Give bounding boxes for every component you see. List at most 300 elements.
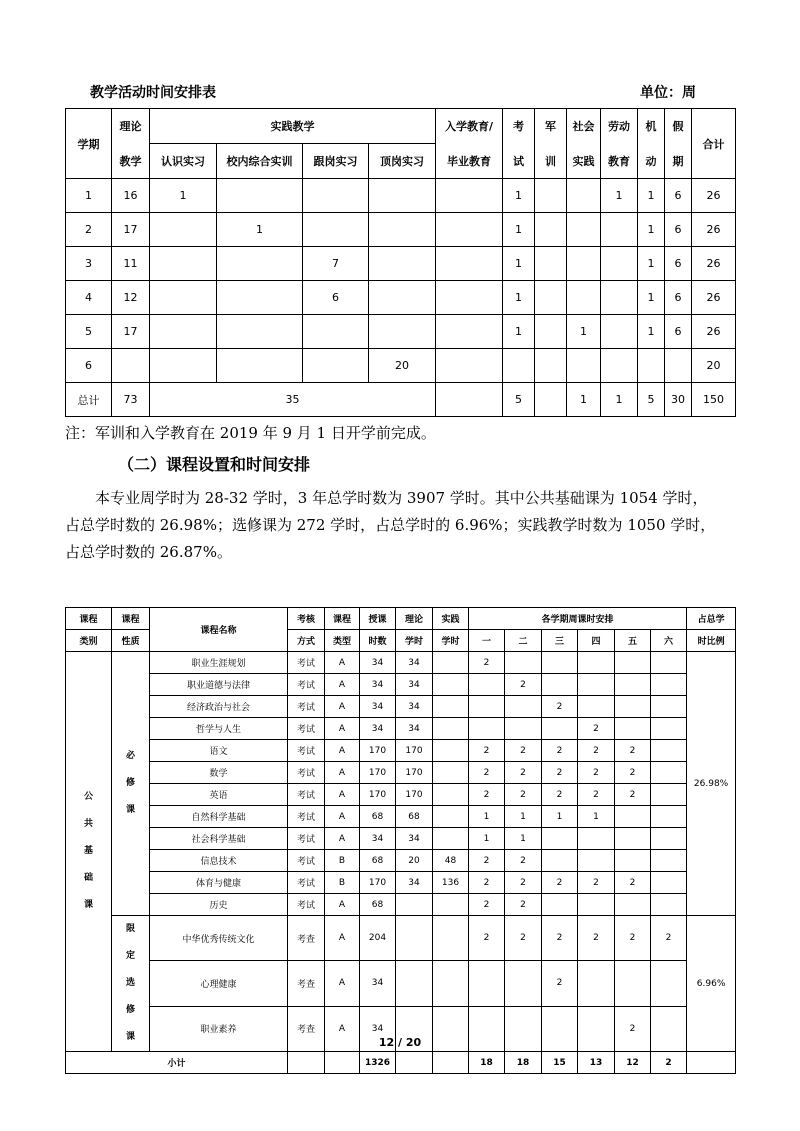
course-cell — [433, 894, 469, 916]
course-cell: 2 — [505, 916, 542, 961]
h-category-top: 课程 — [66, 608, 112, 630]
course-cell — [469, 696, 505, 718]
course-cell: 考试 — [288, 740, 325, 762]
schedule-cell: 3 — [66, 247, 112, 281]
schedule-cell — [303, 179, 369, 213]
course-cell — [578, 850, 615, 872]
subtotal-sem-2: 18 — [505, 1052, 542, 1074]
h-weekly: 各学期周课时安排 — [469, 608, 687, 630]
h-assess-top: 考核 — [288, 608, 325, 630]
schedule-cell: 16 — [112, 179, 150, 213]
course-cell: 2 — [578, 740, 615, 762]
schedule-cell: 26 — [692, 179, 736, 213]
paragraph-line-3: 占总学时数的 26.87%。 — [65, 543, 232, 561]
course-cell: 68 — [360, 806, 396, 828]
course-cell: 170 — [360, 740, 396, 762]
course-cell: 34 — [360, 674, 396, 696]
header-theory-top: 理论 — [112, 109, 150, 144]
course-cell: 2 — [578, 916, 615, 961]
course-row — [66, 894, 736, 916]
course-cell: 2 — [542, 762, 578, 784]
h-hours-top: 授课 — [360, 608, 396, 630]
course-name: 英语 — [150, 784, 288, 806]
total-social: 1 — [567, 383, 601, 417]
header-practice: 实践教学 — [150, 109, 436, 144]
schedule-cell: 26 — [692, 281, 736, 315]
schedule-cell — [303, 213, 369, 247]
course-name: 自然科学基础 — [150, 806, 288, 828]
course-cell — [542, 674, 578, 696]
course-cell: B — [325, 850, 360, 872]
course-cell — [433, 806, 469, 828]
course-cell: 136 — [433, 872, 469, 894]
course-cell: 1 — [542, 806, 578, 828]
vertical-char: 课 — [125, 805, 135, 815]
total-military — [535, 383, 567, 417]
course-cell — [433, 652, 469, 674]
course-cell: 考查 — [288, 916, 325, 961]
course-cell — [651, 806, 687, 828]
page-number: 12 / 20 — [378, 1036, 422, 1049]
course-cell — [542, 850, 578, 872]
course-cell — [651, 674, 687, 696]
course-row — [66, 961, 736, 1006]
schedule-cell: 1 — [503, 281, 535, 315]
schedule-row — [66, 179, 736, 213]
course-row — [66, 828, 736, 850]
course-name: 信息技术 — [150, 850, 288, 872]
header-entry-bottom: 毕业教育 — [436, 144, 503, 179]
course-cell — [433, 674, 469, 696]
course-cell — [651, 894, 687, 916]
course-cell: 2 — [505, 740, 542, 762]
course-cell: A — [325, 740, 360, 762]
course-cell: 170 — [360, 872, 396, 894]
subtotal-hours: 1326 — [360, 1052, 396, 1074]
course-cell — [615, 828, 651, 850]
course-cell: A — [325, 1006, 360, 1051]
category-cell — [66, 652, 112, 1052]
course-cell: 2 — [469, 762, 505, 784]
h-hours-bottom: 时数 — [360, 630, 396, 652]
schedule-cell: 17 — [112, 213, 150, 247]
schedule-cell: 6 — [665, 247, 692, 281]
course-cell — [433, 696, 469, 718]
vertical-char: 课 — [83, 900, 93, 910]
subtotal-sem-3: 15 — [542, 1052, 578, 1074]
subtotal-empty-3 — [396, 1052, 433, 1074]
schedule-cell — [303, 349, 369, 383]
course-cell: 2 — [542, 916, 578, 961]
course-cell — [542, 828, 578, 850]
required-nature-cell — [112, 652, 150, 916]
course-cell: 2 — [469, 872, 505, 894]
schedule-cell — [150, 315, 217, 349]
course-cell: 170 — [360, 762, 396, 784]
schedule-cell: 1 — [567, 315, 601, 349]
total-holiday: 30 — [665, 383, 692, 417]
course-cell: 2 — [615, 1006, 651, 1051]
schedule-cell — [601, 281, 638, 315]
schedule-cell: 26 — [692, 213, 736, 247]
schedule-cell — [112, 349, 150, 383]
course-cell — [469, 674, 505, 696]
schedule-cell — [535, 179, 567, 213]
course-cell: 2 — [505, 784, 542, 806]
schedule-cell — [150, 247, 217, 281]
course-cell: A — [325, 762, 360, 784]
course-name: 职业素养 — [150, 1006, 288, 1051]
schedule-cell — [601, 315, 638, 349]
course-cell — [651, 762, 687, 784]
h-theory-bottom: 学时 — [396, 630, 433, 652]
schedule-cell: 6 — [66, 349, 112, 383]
course-row — [66, 740, 736, 762]
course-cell — [396, 961, 433, 1006]
course-cell: 68 — [360, 894, 396, 916]
course-cell — [615, 718, 651, 740]
schedule-cell — [567, 247, 601, 281]
schedule-cell: 26 — [692, 315, 736, 349]
course-row — [66, 850, 736, 872]
schedule-row — [66, 349, 736, 383]
course-cell: 1 — [505, 828, 542, 850]
subtotal-empty-2 — [325, 1052, 360, 1074]
schedule-cell: 6 — [303, 281, 369, 315]
course-cell: A — [325, 674, 360, 696]
course-cell — [505, 696, 542, 718]
h-sem-6: 六 — [651, 630, 687, 652]
header-row-2 — [66, 144, 736, 179]
vertical-char: 修 — [125, 1005, 135, 1015]
schedule-cell — [217, 179, 303, 213]
total-flex: 5 — [638, 383, 665, 417]
schedule-cell — [436, 281, 503, 315]
h-type-bottom: 类型 — [325, 630, 360, 652]
schedule-cell — [535, 349, 567, 383]
schedule-body — [66, 179, 736, 383]
schedule-cell — [601, 213, 638, 247]
total-labor: 1 — [601, 383, 638, 417]
header-semester: 学期 — [66, 109, 112, 179]
schedule-cell — [436, 213, 503, 247]
schedule-cell: 7 — [303, 247, 369, 281]
schedule-cell: 1 — [66, 179, 112, 213]
paragraph-line-1: 本专业周学时为 28-32 学时，3 年总学时数为 3907 学时。其中公共基础课为 1054 学时， — [95, 489, 708, 507]
schedule-cell: 11 — [112, 247, 150, 281]
h-sem-2: 二 — [505, 630, 542, 652]
course-cell — [651, 872, 687, 894]
h-course-name: 课程名称 — [150, 608, 288, 652]
schedule-cell — [638, 349, 665, 383]
course-cell: 考试 — [288, 828, 325, 850]
schedule-cell: 6 — [665, 213, 692, 247]
header-military-top: 军 — [535, 109, 567, 144]
schedule-cell — [436, 247, 503, 281]
vertical-char: 修 — [125, 778, 135, 788]
schedule-cell — [150, 281, 217, 315]
course-cell — [433, 762, 469, 784]
course-cell: 34 — [396, 652, 433, 674]
vertical-char: 定 — [125, 951, 135, 961]
h-sem-5: 五 — [615, 630, 651, 652]
header-flex-top: 机 — [638, 109, 665, 144]
course-cell: 68 — [360, 850, 396, 872]
schedule-cell: 4 — [66, 281, 112, 315]
h-sem-3: 三 — [542, 630, 578, 652]
course-cell: A — [325, 784, 360, 806]
course-cell — [578, 652, 615, 674]
teaching-schedule-table — [65, 108, 736, 417]
schedule-cell — [436, 349, 503, 383]
header-labor-top: 劳动 — [601, 109, 638, 144]
course-cell: 1 — [505, 806, 542, 828]
schedule-cell — [535, 281, 567, 315]
header-practice-sub-3: 跟岗实习 — [303, 144, 369, 179]
course-cell: 2 — [615, 740, 651, 762]
course-cell: 170 — [396, 784, 433, 806]
course-cell: 2 — [469, 740, 505, 762]
header-practice-sub-4: 顶岗实习 — [369, 144, 436, 179]
course-cell — [542, 652, 578, 674]
schedule-cell — [567, 179, 601, 213]
schedule-cell: 26 — [692, 247, 736, 281]
course-cell: 2 — [469, 894, 505, 916]
schedule-cell — [436, 315, 503, 349]
header-theory-bottom: 教学 — [112, 144, 150, 179]
course-row — [66, 674, 736, 696]
course-cell: 考试 — [288, 894, 325, 916]
h-nature-top: 课程 — [112, 608, 150, 630]
course-name: 中华优秀传统文化 — [150, 916, 288, 961]
course-cell: 考查 — [288, 1006, 325, 1051]
course-cell: 考试 — [288, 762, 325, 784]
course-cell: 2 — [505, 674, 542, 696]
schedule-row — [66, 213, 736, 247]
course-row — [66, 806, 736, 828]
course-cell — [433, 718, 469, 740]
course-cell — [615, 696, 651, 718]
paragraph-line-2: 占总学时数的 26.98%；选修课为 272 学时，占总学时的 6.96%；实践教学时数为 1050 学时， — [65, 516, 716, 534]
course-cell: 170 — [396, 762, 433, 784]
header-holiday-top: 假 — [665, 109, 692, 144]
course-cell: 2 — [615, 762, 651, 784]
schedule-row — [66, 247, 736, 281]
schedule-cell: 20 — [369, 349, 436, 383]
header-practice-sub-1: 认识实习 — [150, 144, 217, 179]
schedule-cell: 1 — [638, 247, 665, 281]
course-cell — [542, 718, 578, 740]
course-cell: 考查 — [288, 961, 325, 1006]
schedule-cell — [535, 315, 567, 349]
course-row — [66, 652, 736, 674]
course-cell — [651, 828, 687, 850]
course-cell: 2 — [469, 652, 505, 674]
course-cell: 34 — [396, 828, 433, 850]
header-labor-bottom: 教育 — [601, 144, 638, 179]
course-cell — [469, 718, 505, 740]
schedule-cell — [503, 349, 535, 383]
schedule-cell — [217, 281, 303, 315]
h-sem-4: 四 — [578, 630, 615, 652]
intro-paragraph — [65, 485, 745, 566]
total-practice: 35 — [150, 383, 436, 417]
h-ratio-top: 占总学 — [687, 608, 736, 630]
schedule-cell — [369, 213, 436, 247]
course-cell: 考试 — [288, 806, 325, 828]
schedule-cell: 1 — [503, 315, 535, 349]
course-cell — [396, 916, 433, 961]
course-row — [66, 696, 736, 718]
course-cell: 1 — [469, 828, 505, 850]
course-cell: A — [325, 894, 360, 916]
course-cell — [615, 652, 651, 674]
schedule-cell — [535, 247, 567, 281]
vertical-char: 础 — [83, 873, 93, 883]
course-cell — [578, 674, 615, 696]
course-cell: 2 — [542, 872, 578, 894]
course-cell: A — [325, 652, 360, 674]
schedule-cell: 5 — [66, 315, 112, 349]
schedule-cell: 1 — [150, 179, 217, 213]
course-cell — [578, 828, 615, 850]
course-cell: 2 — [505, 762, 542, 784]
course-cell: 2 — [505, 850, 542, 872]
subtotal-empty-1 — [288, 1052, 325, 1074]
course-cell — [651, 718, 687, 740]
course-subtotal-row — [66, 1052, 736, 1074]
schedule-cell — [535, 213, 567, 247]
subtotal-sem-1: 18 — [469, 1052, 505, 1074]
course-cell — [433, 828, 469, 850]
course-cell: 2 — [505, 872, 542, 894]
subtotal-empty-4 — [433, 1052, 469, 1074]
header-flex-bottom: 动 — [638, 144, 665, 179]
vertical-char: 选 — [125, 978, 135, 988]
schedule-cell: 1 — [217, 213, 303, 247]
total-theory: 73 — [112, 383, 150, 417]
course-cell: 34 — [360, 1006, 396, 1051]
course-cell: 2 — [615, 784, 651, 806]
course-cell: B — [325, 872, 360, 894]
schedule-cell — [217, 315, 303, 349]
schedule-cell: 1 — [638, 281, 665, 315]
subtotal-label: 小计 — [66, 1052, 288, 1074]
h-practice-top: 实践 — [433, 608, 469, 630]
schedule-cell: 2 — [66, 213, 112, 247]
schedule-cell — [369, 247, 436, 281]
course-cell: 34 — [360, 961, 396, 1006]
course-cell — [433, 916, 469, 961]
course-name: 社会科学基础 — [150, 828, 288, 850]
schedule-row — [66, 315, 736, 349]
unit-label: 单位：周 — [640, 85, 696, 101]
schedule-note: 注：军训和入学教育在 2019 年 9 月 1 日开学前完成。 — [65, 424, 436, 442]
course-cell: 68 — [396, 806, 433, 828]
course-cell — [505, 961, 542, 1006]
course-name: 经济政治与社会 — [150, 696, 288, 718]
schedule-cell: 1 — [601, 179, 638, 213]
schedule-cell — [567, 349, 601, 383]
course-cell — [615, 894, 651, 916]
course-name: 心理健康 — [150, 961, 288, 1006]
total-exam: 5 — [503, 383, 535, 417]
course-name: 体育与健康 — [150, 872, 288, 894]
vertical-char: 限 — [125, 924, 135, 934]
schedule-cell — [217, 247, 303, 281]
schedule-cell — [567, 281, 601, 315]
course-name: 数学 — [150, 762, 288, 784]
schedule-cell — [217, 349, 303, 383]
vertical-char: 课 — [125, 1032, 135, 1042]
course-table — [65, 607, 736, 1074]
course-cell — [651, 850, 687, 872]
course-cell: 48 — [433, 850, 469, 872]
course-cell: 34 — [360, 696, 396, 718]
course-cell: 2 — [542, 961, 578, 1006]
course-row — [66, 872, 736, 894]
elective-ratio: 6.96% — [687, 916, 736, 1052]
course-cell: 34 — [360, 828, 396, 850]
course-cell: 170 — [360, 784, 396, 806]
course-cell: 2 — [578, 784, 615, 806]
course-cell: 34 — [396, 718, 433, 740]
header-row-1 — [66, 109, 736, 144]
course-cell — [651, 961, 687, 1006]
course-name: 职业生涯规划 — [150, 652, 288, 674]
header-exam-top: 考 — [503, 109, 535, 144]
h-type-top: 课程 — [325, 608, 360, 630]
schedule-total-row — [66, 383, 736, 417]
course-cell: 34 — [360, 718, 396, 740]
schedule-cell — [601, 247, 638, 281]
course-cell — [578, 696, 615, 718]
course-cell: 2 — [542, 740, 578, 762]
vertical-char: 公 — [83, 792, 93, 802]
course-row — [66, 762, 736, 784]
course-cell: 34 — [396, 674, 433, 696]
schedule-cell: 20 — [692, 349, 736, 383]
schedule-cell — [601, 349, 638, 383]
course-cell — [651, 784, 687, 806]
course-cell — [578, 894, 615, 916]
schedule-cell — [369, 315, 436, 349]
course-cell: A — [325, 916, 360, 961]
course-cell — [433, 740, 469, 762]
schedule-cell: 1 — [503, 179, 535, 213]
course-cell — [542, 894, 578, 916]
subtotal-sem-6: 2 — [651, 1052, 687, 1074]
elective-nature-cell — [112, 916, 150, 1052]
course-cell: 2 — [615, 872, 651, 894]
course-name: 语文 — [150, 740, 288, 762]
course-cell: 1 — [469, 806, 505, 828]
schedule-cell: 6 — [665, 315, 692, 349]
schedule-cell: 1 — [638, 213, 665, 247]
h-nature-bottom: 性质 — [112, 630, 150, 652]
course-cell: 考试 — [288, 652, 325, 674]
schedule-cell: 1 — [503, 247, 535, 281]
course-cell: 2 — [505, 894, 542, 916]
course-row — [66, 718, 736, 740]
course-cell: 34 — [360, 652, 396, 674]
header-social-bottom: 实践 — [567, 144, 601, 179]
course-cell — [615, 961, 651, 1006]
course-cell — [396, 894, 433, 916]
course-cell: 2 — [542, 784, 578, 806]
required-ratio: 26.98% — [687, 652, 736, 916]
header-total: 合计 — [692, 109, 736, 179]
